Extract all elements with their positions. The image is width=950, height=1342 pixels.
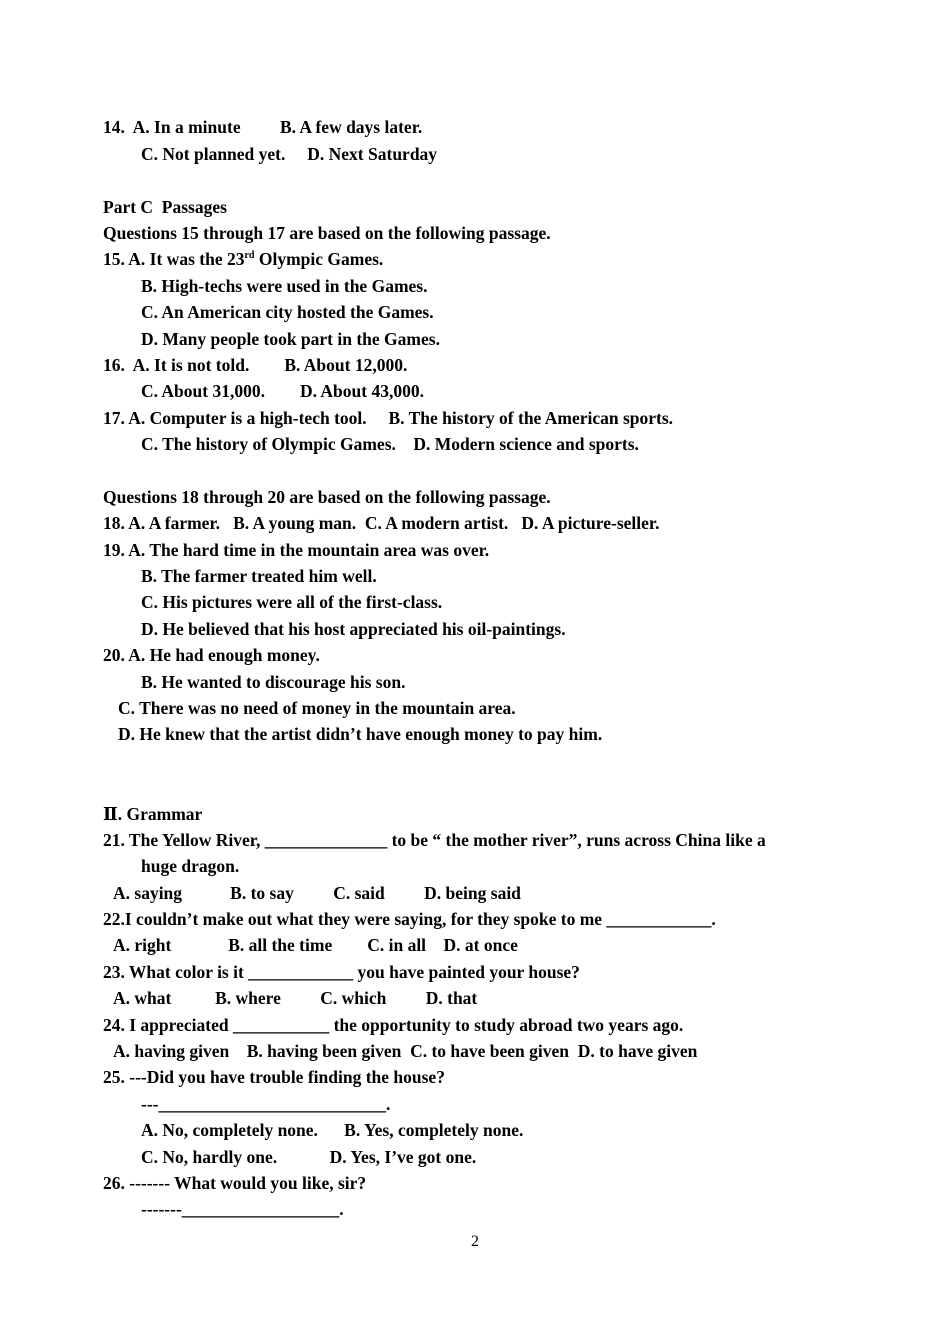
q26-line: 26. ------- What would you like, sir? (103, 1173, 367, 1193)
q20-option-c: C. There was no need of money in the mountain area. (118, 698, 516, 718)
passage-2-intro: Questions 18 through 20 are based on the following passage. (103, 487, 551, 507)
q25-options-ab: A. No, completely none. B. Yes, completely none. (141, 1120, 524, 1140)
q24-options: A. having given B. having been given C. to have been given D. to have given (113, 1041, 698, 1061)
passage-1-intro: Questions 15 through 17 are based on the following passage. (103, 223, 551, 243)
q15-option-d: D. Many people took part in the Games. (141, 329, 440, 349)
q26-answer-blank: -------__________________. (141, 1199, 344, 1219)
q15-line (103, 249, 383, 269)
q21-line: 21. The Yellow River, ______________ to be “ the mother river”, runs across China like a (103, 830, 766, 850)
q19-option-b: B. The farmer treated him well. (141, 566, 377, 586)
q20-line: 20. A. He had enough money. (103, 645, 320, 665)
q21-line-cont: huge dragon. (141, 856, 240, 876)
q15-option-b: B. High-techs were used in the Games. (141, 276, 428, 296)
q25-options-cd: C. No, hardly one. D. Yes, I’ve got one. (141, 1147, 477, 1167)
q19-line: 19. A. The hard time in the mountain area was over. (103, 540, 490, 560)
q20-option-b: B. He wanted to discourage his son. (141, 672, 406, 692)
q22-line: 22.I couldn’t make out what they were saying, for they spoke to me ____________. (103, 909, 716, 929)
q15-text-end: Olympic Games. (254, 249, 384, 269)
q19-option-d: D. He believed that his host appreciated his oil-paintings. (141, 619, 566, 639)
q25-line: 25. ---Did you have trouble finding the house? (103, 1067, 445, 1087)
q17-options-cd: C. The history of Olympic Games. D. Modern science and sports. (141, 434, 639, 454)
q23-line: 23. What color is it ____________ you have painted your house? (103, 962, 580, 982)
q21-options: A. saying B. to say C. said D. being said (113, 883, 521, 903)
q19-option-c: C. His pictures were all of the first-class. (141, 592, 443, 612)
q14-line: 14. A. In a minute B. A few days later. (103, 117, 423, 137)
q22-options: A. right B. all the time C. in all D. at once (113, 935, 518, 955)
page-number: 2 (471, 1233, 479, 1250)
q24-line: 24. I appreciated ___________ the opportunity to study abroad two years ago. (103, 1015, 684, 1035)
part-c-heading: Part C Passages (103, 197, 227, 217)
q15-text: 15. A. It was the 23 (103, 249, 245, 269)
q16-options-cd: C. About 31,000. D. About 43,000. (141, 381, 424, 401)
q23-options: A. what B. where C. which D. that (113, 988, 478, 1008)
q16-line: 16. A. It is not told. B. About 12,000. (103, 355, 408, 375)
q18-line: 18. A. A farmer. B. A young man. C. A modern artist. D. A picture-seller. (103, 513, 660, 533)
q17-line: 17. A. Computer is a high-tech tool. B. The history of the American sports. (103, 408, 674, 428)
grammar-heading: Ⅱ. Grammar (103, 804, 203, 824)
q15-superscript: rd (244, 250, 255, 261)
q15-option-c: C. An American city hosted the Games. (141, 302, 434, 322)
q14-options-cd: C. Not planned yet. D. Next Saturday (141, 144, 438, 164)
q25-answer-blank: ---__________________________. (141, 1094, 391, 1114)
q20-option-d: D. He knew that the artist didn’t have enough money to pay him. (118, 724, 603, 744)
